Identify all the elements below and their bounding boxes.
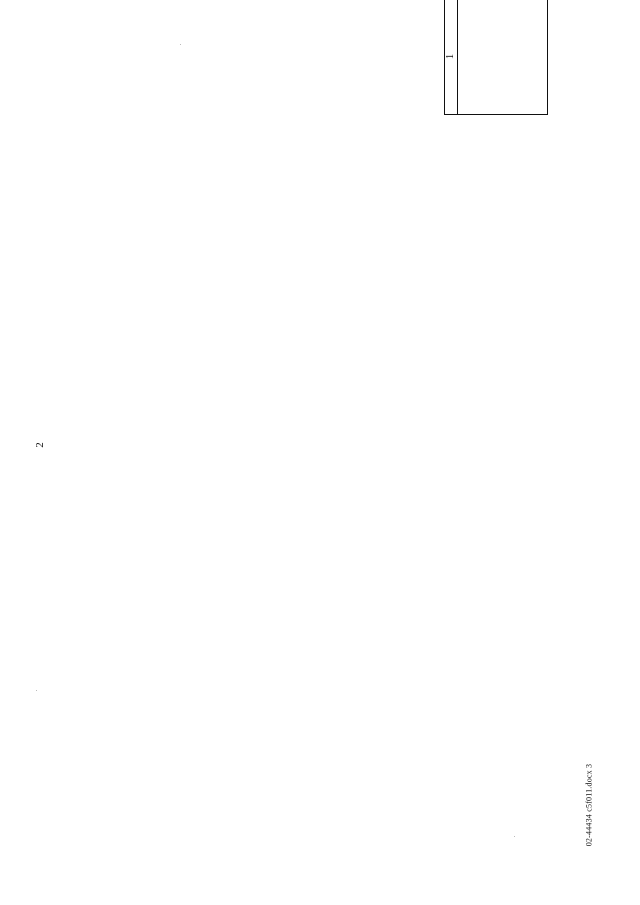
object-table [444,0,548,115]
scan-speck [36,690,37,691]
page-number: 2 [34,442,46,448]
cell-number [457,0,547,115]
scan-speck [514,836,515,837]
footer-document-code: 02-44434 c5f011.docx 3 [584,763,594,847]
object-table-wrapper [444,0,548,115]
scan-speck [180,44,181,45]
header-cell-1: 1 [444,0,457,115]
table-row [457,0,547,115]
table-header-row [444,0,457,115]
